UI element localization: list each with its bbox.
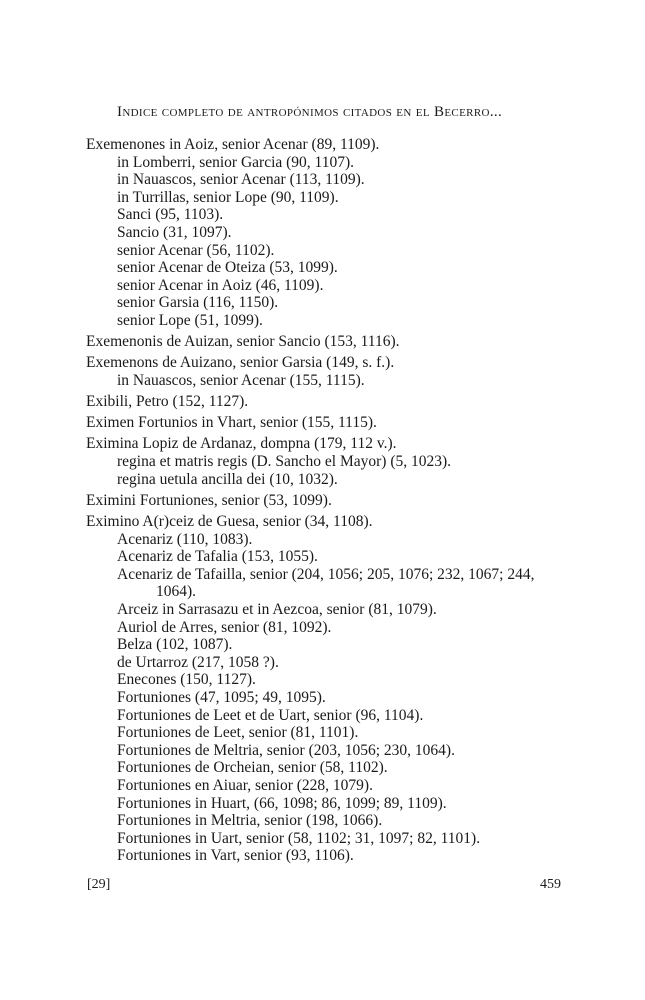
running-head: Indice completo de antropónimos citados en el Becerro... [117,104,503,120]
entry-subentry: in Nauascos, senior Acenar (155, 1115). [117,371,365,389]
entry-subentry: Acenariz de Tafalia (153, 1055). [117,548,318,566]
entry-subentry: in Lomberri, senior Garcia (90, 1107). [117,153,355,171]
entry-subentry: Fortuniones en Aiuar, senior (228, 1079). [117,776,373,794]
index-entry [86,136,586,330]
entry-subentry: senior Garsia (116, 1150). [117,294,279,312]
index-entry [86,354,586,389]
index-entry [86,393,586,411]
index-entry [86,435,586,488]
entry-subentry: Acenariz (110, 1083). [117,530,253,548]
entry-subentry: Sanci (95, 1103). [117,206,224,224]
entry-subentry: senior Acenar de Oteiza (53, 1099). [117,259,338,277]
entry-headword: Exibili, Petro (152, 1127). [86,393,249,411]
entry-subentry: Acenariz de Tafailla, senior (204, 1056; 205, 1076; 232, 1067; 244, [117,565,535,583]
entry-subentry: Fortuniones in Meltria, senior (198, 1066). [117,812,383,830]
entry-subentry: Fortuniones de Meltria, senior (203, 1056; 230, 1064). [117,741,455,759]
entry-headword: Exemenones in Aoiz, senior Acenar (89, 1109). [86,136,380,153]
entry-headword: Eximen Fortunios in Vhart, senior (155, 1115). [86,414,377,432]
entry-subentry: Fortuniones in Vart, senior (93, 1106). [117,847,354,865]
entry-subentry: de Urtarroz (217, 1058 ?). [117,653,279,671]
section-marker: [29] [87,877,111,892]
entry-subentry: Belza (102, 1087). [117,636,233,654]
entry-headword: Eximino A(r)ceiz de Guesa, senior (34, 1108). [86,513,373,531]
entry-subentry: Auriol de Arres, senior (81, 1092). [117,618,332,636]
entry-headword: Eximini Fortuniones, senior (53, 1099). [86,491,332,509]
entry-subentry: Arceiz in Sarrasazu et in Aezcoa, senior (81, 1079). [117,601,437,618]
entry-subentry: in Nauascos, senior Acenar (113, 1109). [117,171,365,189]
entry-subentry: Sancio (31, 1097). [117,223,232,241]
entry-subentry: Fortuniones de Leet, senior (81, 1101). [117,724,359,742]
entry-subentry: senior Lope (51, 1099). [117,311,263,329]
index-entry [86,492,586,510]
page-number: 459 [540,877,561,892]
entry-subentry: regina uetula ancilla dei (10, 1032). [117,470,338,488]
entry-subentry: Fortuniones de Leet et de Uart, senior (96, 1104). [117,706,424,724]
entry-headword: Eximina Lopiz de Ardanaz, dompna (179, 112 v.). [86,435,397,453]
entry-subentry: senior Acenar in Aoiz (46, 1109). [117,276,324,294]
entry-subentry: senior Acenar (56, 1102). [117,241,275,259]
entry-subentry: Fortuniones in Huart, (66, 1098; 86, 1099; 89, 1109). [117,794,447,812]
index-body [86,136,586,865]
index-entry [86,414,586,432]
entry-subentry: Fortuniones (47, 1095; 49, 1095). [117,688,326,706]
index-entry [86,513,586,865]
index-entry [86,333,586,351]
entry-headword: Exemenonis de Auizan, senior Sancio (153, 1116). [86,333,400,351]
entry-subentry: Fortuniones in Uart, senior (58, 1102; 31, 1097; 82, 1101). [117,829,481,847]
entry-headword: Exemenons de Auizano, senior Garsia (149, s. f.). [86,354,395,372]
entry-subentry: regina et matris regis (D. Sancho el Mayor) (5, 1023). [117,453,452,471]
entry-subentry: Enecones (150, 1127). [117,671,256,689]
entry-continuation: 1064). [156,583,197,601]
entry-subentry: in Turrillas, senior Lope (90, 1109). [117,188,339,206]
entry-subentry: Fortuniones de Orcheian, senior (58, 1102). [117,759,388,777]
